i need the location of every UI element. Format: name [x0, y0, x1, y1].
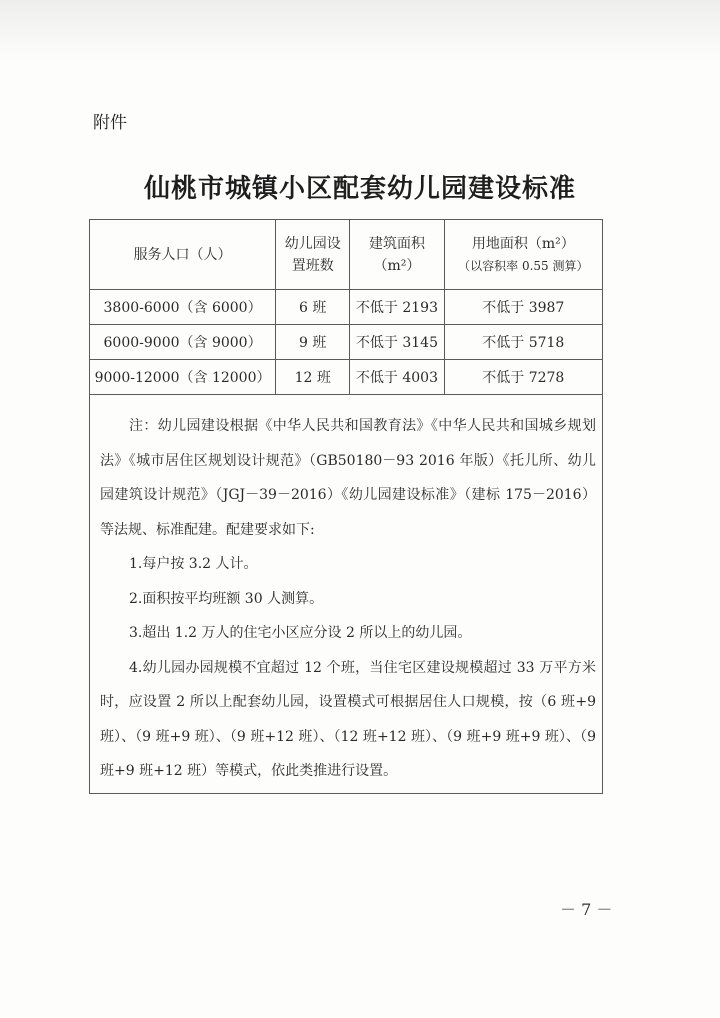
notes-item: 1.每户按 3.2 人计。: [129, 556, 258, 572]
header-land-area: [444, 220, 602, 290]
standards-table: [89, 219, 603, 794]
page-top-shadow: [0, 0, 720, 60]
notes-item: 2.面积按平均班额 30 人测算。: [129, 590, 324, 607]
notes-item: 3.超出 1.2 万人的住宅小区应分设 2 所以上的幼儿园。: [129, 625, 472, 641]
table-row: [90, 360, 603, 395]
document-title: 仙桃市城镇小区配套幼儿园建设标准: [143, 174, 576, 204]
cell-classes: 6 班: [276, 290, 350, 325]
header-land-area-line1: 用地面积（m²）: [471, 235, 575, 252]
notes-section: [90, 395, 602, 789]
cell-population: 9000-12000（含 12000）: [90, 360, 276, 395]
table-header-row: [90, 220, 603, 290]
cell-building-area: 不低于 2193: [350, 290, 444, 325]
cell-building-area: 不低于 3145: [350, 325, 444, 360]
table-row: [90, 290, 603, 325]
header-population: [90, 220, 276, 290]
header-building-area: [350, 220, 444, 290]
notes-row: [90, 395, 603, 794]
notes-cell: [90, 395, 603, 794]
header-building-area-line2: （m²）: [373, 257, 421, 274]
cell-classes: 12 班: [276, 360, 350, 395]
cell-population: 6000-9000（含 9000）: [90, 325, 276, 360]
notes-intro: 注：幼儿园建设根据《中华人民共和国教育法》《中华人民共和国城乡规划法》《城市居住区规划设计规范》（GB50180－93 2016 年版）《托儿所、幼儿园建筑设计规范》（JGJ－39－2016）《幼儿园建设标准》（建标 175－2016）等法规、标准配建。配建要求如下:: [100, 418, 596, 538]
notes-item: 4.幼儿园办园规模不宜超过 12 个班，当住宅区建设规模超过 33 万平方米时，应设置 2 所以上配套幼儿园，设置模式可根据居住人口规模，按（6 班+9 班）、（9 班+9 班）、（9 班+12 班）、（12 班+12 班）、（9 班+9 班+9 班）、（9 班+9 班+12 班）等模式，依此类推进行设置。: [100, 659, 596, 779]
cell-land-area: 不低于 7278: [444, 360, 602, 395]
attachment-label: 附件: [93, 113, 127, 133]
header-classes-line1: 幼儿园设: [284, 235, 341, 252]
header-classes-line2: 置班数: [291, 257, 334, 274]
header-population-label: 服务人口（人）: [133, 246, 232, 263]
cell-population: 3800-6000（含 6000）: [90, 290, 276, 325]
table-row: [90, 325, 603, 360]
header-land-area-line2: （以容积率 0.55 测算）: [458, 258, 589, 273]
header-classes: [276, 220, 350, 290]
cell-land-area: 不低于 3987: [444, 290, 602, 325]
cell-classes: 9 班: [276, 325, 350, 360]
cell-land-area: 不低于 5718: [444, 325, 602, 360]
page-number: － 7 －: [560, 900, 613, 919]
header-building-area-line1: 建筑面积: [368, 235, 425, 252]
cell-building-area: 不低于 4003: [350, 360, 444, 395]
